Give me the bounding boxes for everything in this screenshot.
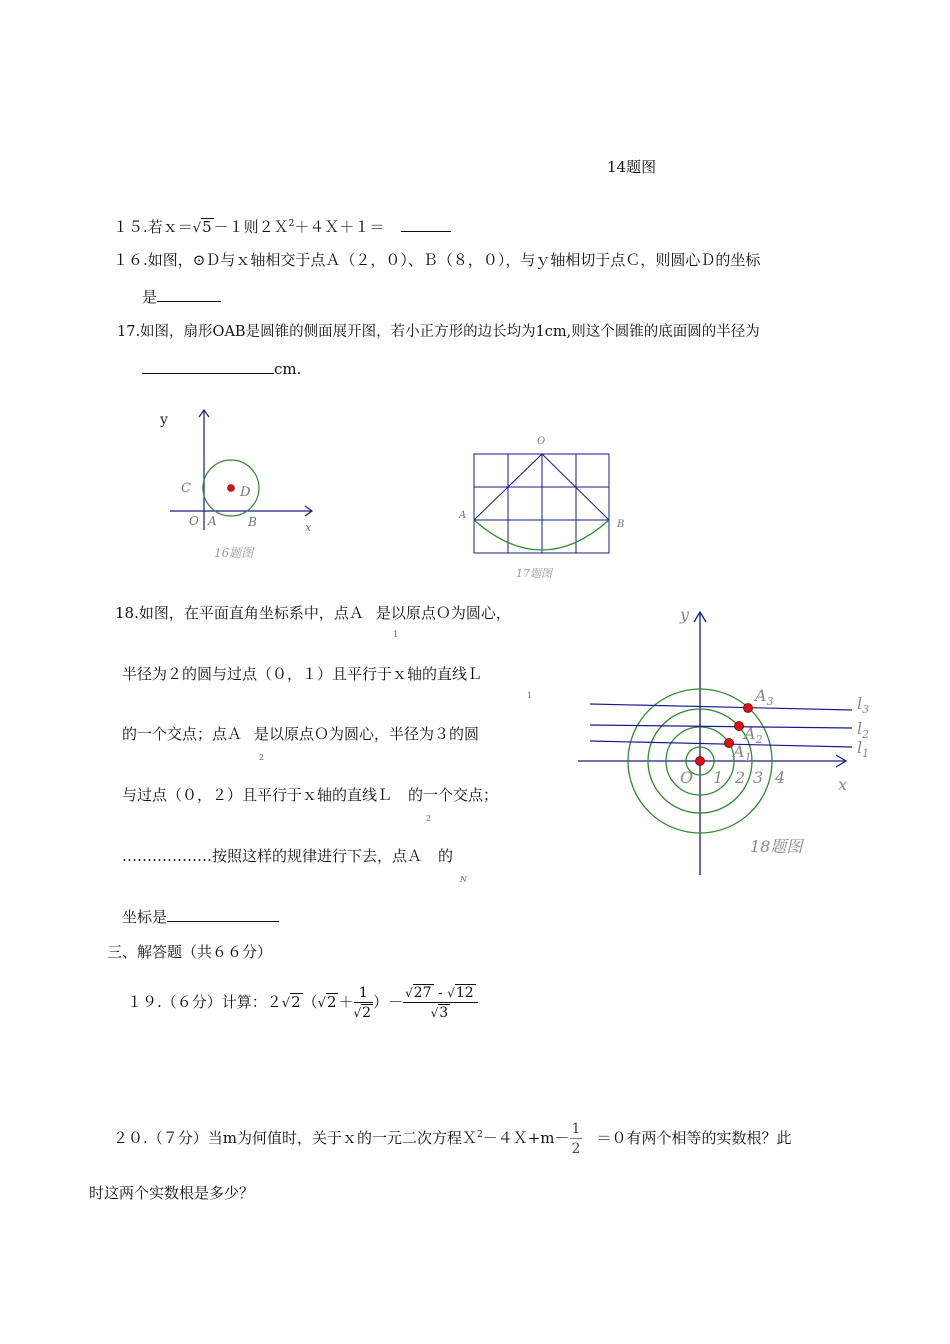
q15-answer-blank[interactable] [401,216,451,232]
q18-sub2: 1 [527,691,533,700]
fig18-A2-label: $A_2$ [744,724,763,746]
q19-frac2-den: 3 [439,1004,449,1021]
fig18-tick-4: 4 [775,768,786,787]
fig18-A1-label: $A_1$ [733,742,752,764]
q19-paren-close-minus: ）－ [373,993,404,1011]
fig18-O-label: O [680,768,694,787]
fig18-point-A3 [744,704,753,713]
q19-paren-open: （ [302,993,318,1011]
fig18-point-A2 [735,722,744,731]
figure-16 [150,400,330,570]
figure-14-caption: 14题图 [607,158,657,176]
fig18-line-l2 [590,725,852,728]
fig16-caption: 16题图 [214,546,254,560]
q18-l1b: 是以原点Ｏ为圆心， [375,604,511,622]
fig18-l1-label: $l_1$ [857,738,870,760]
q19-sqrt2-b: 2 [326,993,337,1011]
q18-l1a: 18.如图，在平面直角坐标系中，点Ａ [115,604,364,622]
q20-exponent: 2 [477,1130,483,1140]
fig18-line-l3 [590,704,852,710]
q19-frac2-num-b: 12 [455,984,474,1001]
fig18-tick-3: 3 [753,768,764,787]
fig17-caption: 17题图 [516,567,552,580]
q20-prefix: ２０.（７分）当m为何值时，关于ｘ的一元二次方程Ｘ [113,1129,477,1147]
figure-17 [450,430,640,582]
question-15: １５.若ｘ＝√5 －１则２Ｘ$^2$＋４Ｘ＋１＝ [113,214,451,239]
question-17-line1: 17.如图，扇形OAB是圆锥的侧面展开图，若小正方形的边长均为1cm,则这个圆锥的底面圆的半径为 [117,324,760,340]
q18-l4b: 的一个交点； [408,786,499,804]
question-19: １９.（６分）计算：２√2 （√2 ＋ $\frac{1}{√2}$ ）－ $\frac{√27 - √12}{√3}$ [127,980,478,1024]
fig16-O-label: O [189,514,199,528]
q18-l6: 坐标是 [122,908,168,926]
fig18-x-label: x [838,775,848,794]
q18-l5b: 的 [438,847,454,865]
fig16-C-label: C [181,481,191,496]
figure-18 [570,600,880,880]
q18-answer-blank[interactable] [167,906,279,922]
q19-fraction-2: $\frac{√27 - √12}{√3}$ [403,984,478,1023]
fig18-y-label: y [680,605,690,624]
q15-text: １５.若ｘ＝ [113,218,193,236]
q19-plus: ＋ [338,993,354,1011]
q18-l4a: 与过点（０，２）且平行于ｘ轴的直线Ｌ [122,786,393,804]
q15-rest2: ＋４Ｘ＋１＝ [294,218,385,236]
q17-answer-blank[interactable] [142,358,274,374]
question-16-line1: １６.如图，⊙Ｄ与ｘ轴相交于点Ａ（２，０）、Ｂ（８，０），与ｙ轴相切于点Ｃ，则圆心Ｄ的坐标 [113,251,761,269]
fig16-y-label: y [160,412,168,428]
q20-suffix: ＝０有两个相等的实数根？此 [596,1129,792,1147]
q17-unit: cm. [274,360,302,378]
fig16-center-point [228,485,235,492]
fig18-l2-label: $l_2$ [857,719,870,741]
q15-exponent: 2 [288,219,295,229]
section-3-title: 三、解答题（共６６分） [107,943,273,961]
fig18-caption: 18题图 [750,837,803,856]
q19-frac2-num-a: 27 [413,984,432,1001]
q15-radicand: 5 [202,218,212,236]
fig16-D-label: D [240,485,251,500]
fig18-l3-label: $l_3$ [857,694,870,716]
fig18-origin-point [696,757,705,766]
q18-l2: 半径为２的圆与过点（０，１）且平行于ｘ轴的直线Ｌ [122,665,483,683]
q18-sub5: N [460,875,467,884]
fig16-A-label: A [208,514,217,528]
question-18-line2 [122,664,533,700]
q20-mid: －４Ｘ+m－ [482,1129,570,1147]
fig18-tick-2: 2 [735,768,746,787]
fig18-A3-label: $A_3$ [755,686,774,708]
q18-l5a: ………………按照这样的规律进行下去，点Ａ [122,847,423,865]
q19-sqrt2-a: 2 [291,993,301,1011]
q19-frac2-minus: - [438,984,443,1001]
question-20-line2: 时这两个实数根是多少？ [89,1184,255,1202]
q20-frac-den: 2 [571,1140,581,1157]
q19-frac1-num: 1 [354,984,374,1003]
fig17-grid [474,454,609,553]
q18-l3a: 的一个交点；点Ａ [122,725,243,743]
question-18-line5 [122,846,467,884]
q18-sub4: 2 [426,814,432,823]
fig17-O-label: O [537,436,546,447]
fig17-B-label: B [617,519,625,530]
fig16-x-label: x [305,521,312,534]
fig16-B-label: B [248,515,257,529]
fig18-tick-1: 1 [713,768,724,787]
q16-answer-blank[interactable] [157,286,221,302]
question-20-line1 [113,1115,791,1159]
q15-rest: －１则２Ｘ [213,218,289,236]
q20-fraction [570,1120,583,1159]
question-16-line2 [142,286,221,307]
q18-l3b: 是以原点Ｏ为圆心，半径为３的圆 [254,725,480,743]
q19-prefix: １９.（６分）计算：２ [127,993,282,1011]
question-18-line3 [122,724,480,762]
question-18-line6 [122,906,279,927]
q18-sub3: 2 [259,753,265,762]
fig17-A-label: A [459,510,467,521]
question-18-line1 [115,603,511,639]
q19-fraction-1: $\frac{1}{√2}$ [353,984,372,1021]
question-18-line4 [122,785,499,823]
q16-prefix: 是 [142,288,158,306]
q20-frac-num: 1 [571,1120,581,1137]
question-17-line2 [142,358,301,379]
q19-frac1-den: 2 [362,1004,372,1021]
q18-sub1: 1 [393,630,399,639]
